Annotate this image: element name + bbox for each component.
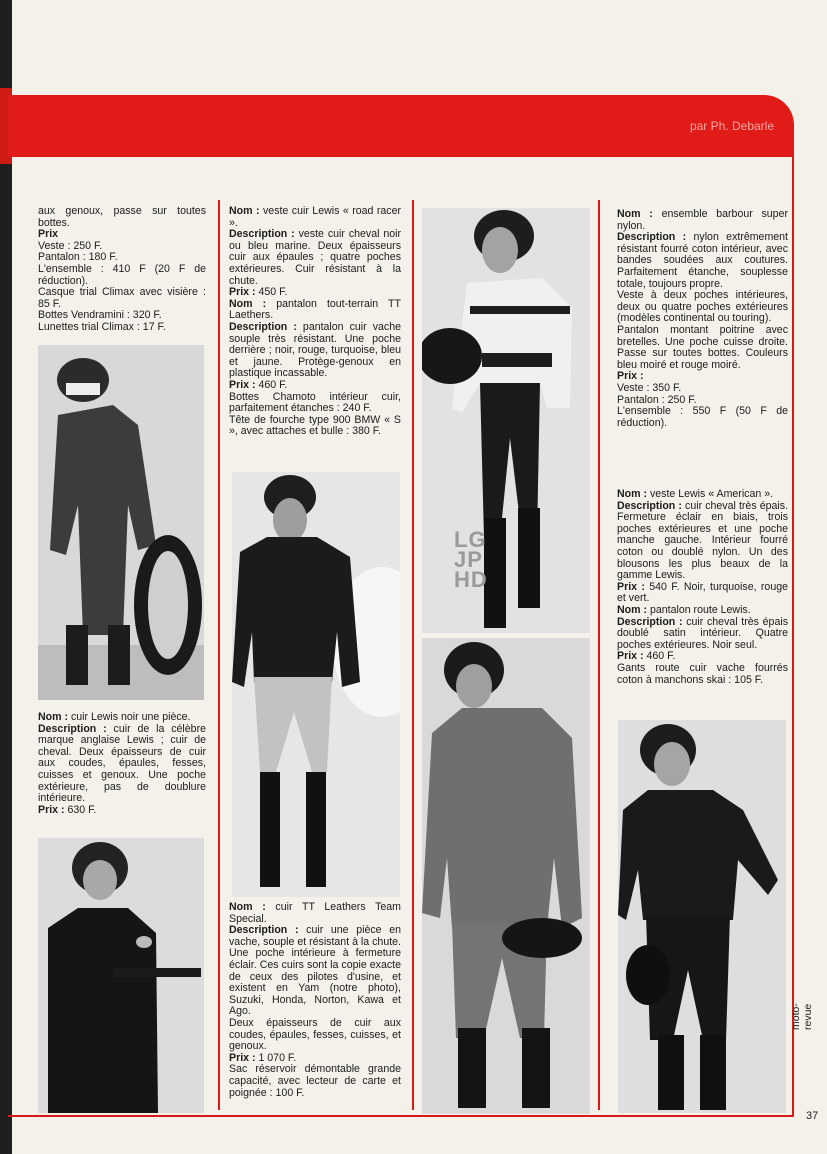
nom-label: Nom :: [617, 603, 648, 616]
product-price: 460 F.: [258, 378, 288, 391]
text-line: aux genoux, passe sur toutes bottes.: [38, 205, 206, 229]
description-label: Description :: [617, 231, 687, 244]
column-rule: [792, 157, 794, 1117]
prix-label: Prix :: [617, 370, 644, 383]
byline: par Ph. Debarle: [689, 119, 774, 133]
page-spine: [0, 0, 12, 1154]
prix-label: Prix :: [229, 378, 256, 391]
prix-label: Prix :: [38, 803, 65, 816]
text-line: Gants route cuir vache fourrés coton à manchons skai : 105 F.: [617, 661, 788, 686]
description-label: Description :: [229, 228, 295, 241]
product-price: 630 F.: [67, 803, 97, 816]
bottom-rule: [8, 1115, 794, 1117]
product-description: veste cuir cheval noir ou bleu marine. Deux épaisseurs cuir aux épaules ; quatre poches extérieures. Cuir résistant à la chute.: [229, 228, 402, 287]
text-line: Lunettes trial Climax : 17 F.: [38, 320, 166, 333]
col1-top-text: [38, 206, 206, 334]
description-label: Description :: [617, 499, 682, 512]
description-label: Description :: [38, 722, 107, 735]
product-price: 540 F. Noir, turquoise, rouge et vert.: [617, 580, 788, 605]
product-description: nylon extrêmement résistant fourré coton intérieur, avec bandes soudées aux coutures. Parfaitement étanche, souplesse totale, toujours propre.: [617, 231, 789, 290]
nom-label: Nom :: [617, 208, 653, 220]
product-description: cuir une pièce en vache, souple et résistant à la chute. Une poche intérieure à fermeture éclair. Ces cuirs sont la copie exacte de ceux des pilotes d'usine, et existent en Yam (notre photo), Suzuki, Honda, Norton, Kawa et Ago.: [229, 924, 402, 1018]
column-rule: [218, 200, 220, 1110]
magazine-name: moto-revue: [790, 1003, 814, 1030]
photo-rider-jacket-trousers: [232, 472, 400, 897]
nom-label: Nom :: [229, 901, 266, 913]
watermark-line: LG: [454, 527, 487, 552]
text-line: Pantalon : 250 F.: [617, 393, 697, 406]
description-label: Description :: [229, 320, 297, 333]
product-name: cuir Lewis noir une pièce.: [70, 711, 191, 723]
product-description: cuir de la célèbre marque anglaise Lewis ; cuir de cheval. Deux épaisseurs de cuir aux coudes, épaules, fesses, cuisses et genoux. Une poche extérieure, pas de doublure intérieure.: [38, 722, 206, 805]
col2-top-text: [229, 206, 401, 438]
col4-top-text: [617, 209, 788, 429]
col2-bottom-text: [229, 902, 401, 1099]
watermark-line: JP: [454, 547, 483, 572]
prix-label: Prix: [38, 228, 59, 241]
header-banner: [8, 95, 794, 157]
page-number: 37: [806, 1110, 819, 1122]
text-line: Tête de fourche type 900 BMW « S », avec attaches et bulle : 380 F.: [229, 413, 401, 438]
prix-label: Prix :: [229, 286, 256, 299]
prix-label: Prix :: [229, 1051, 256, 1064]
product-description: pantalon cuir vache souple très résistant. Une poche derrière ; noir, rouge, turquoise, bleu et jaune. Protège-genoux en plastique incassable.: [229, 320, 402, 380]
product-name: veste Lewis « American ».: [649, 488, 774, 500]
nom-label: Nom :: [38, 711, 69, 723]
watermark-monogram: [454, 527, 514, 600]
watermark-line: HD: [454, 567, 488, 592]
prix-label: Prix :: [617, 650, 644, 663]
text-line: L'ensemble : 550 F (50 F de réduction).: [617, 405, 788, 429]
text-line: Casque trial Climax avec visière : 85 F.: [38, 286, 206, 310]
text-line: Bottes Chamoto intérieur cuir, parfaitement étanches : 240 F.: [229, 390, 401, 415]
product-price: 1 070 F.: [258, 1051, 297, 1064]
col4-mid-text: [617, 489, 788, 686]
description-label: Description :: [229, 924, 299, 937]
product-name: veste cuir Lewis « road racer ».: [229, 205, 401, 229]
description-label: Description :: [617, 615, 683, 628]
nom-label: Nom :: [229, 297, 267, 310]
text-line: Veste : 250 F.: [38, 239, 103, 252]
product-description: cuir cheval très épais doublé satin intérieur. Quatre poches extérieures. Noir seul.: [617, 615, 788, 651]
text-line: Sac réservoir démontable grande capacité, avec lecteur de carte et poignée : 100 F.: [229, 1063, 401, 1099]
col1-mid-text: [38, 712, 206, 816]
column-rule: [598, 200, 600, 1110]
text-line: Bottes Vendramini : 320 F.: [38, 309, 162, 322]
product-description: cuir cheval très épais. Fermeture éclair en biais, trois poches extérieures et une poche manche gauche. Intérieur fourré coton ou doublé nylon. Un des blousons les plus beaux de la gamme Lewis.: [617, 499, 789, 582]
nom-label: Nom :: [229, 205, 260, 217]
photo-rider-american-jacket: [618, 720, 786, 1113]
product-name: ensemble barbour super nylon.: [617, 208, 788, 232]
prix-label: Prix :: [617, 580, 645, 593]
product-price: 460 F.: [646, 650, 676, 663]
product-name: cuir TT Leathers Team Special.: [229, 901, 401, 925]
text-line: L'ensemble : 410 F (20 F de réduction).: [38, 262, 206, 287]
text-line: Pantalon : 180 F.: [38, 251, 118, 264]
product-name: pantalon route Lewis.: [649, 603, 751, 616]
product-price: 450 F.: [258, 286, 288, 299]
product-name: pantalon tout-terrain TT Laethers.: [229, 297, 402, 322]
text-line: Veste à deux poches intérieures, deux ou quatre poches extérieures (modèles continental ou touring).: [617, 289, 788, 325]
photo-rider-barbour-nylon: [422, 638, 590, 1114]
photo-rider-one-piece: [38, 838, 204, 1113]
text-line: Deux épaisseurs de cuir aux coudes, épaules, fesses, cuisses, et genoux.: [229, 1016, 401, 1053]
text-line: Pantalon montant poitrine avec bretelles. Une poche cuisse droite. Passe sur toutes bottes. Couleurs bleu moiré et rouge moiré.: [617, 323, 788, 371]
text-line: Veste : 350 F.: [617, 381, 682, 394]
nom-label: Nom :: [617, 488, 648, 500]
column-rule: [412, 200, 414, 1110]
photo-rider-with-tyre: [38, 345, 204, 700]
